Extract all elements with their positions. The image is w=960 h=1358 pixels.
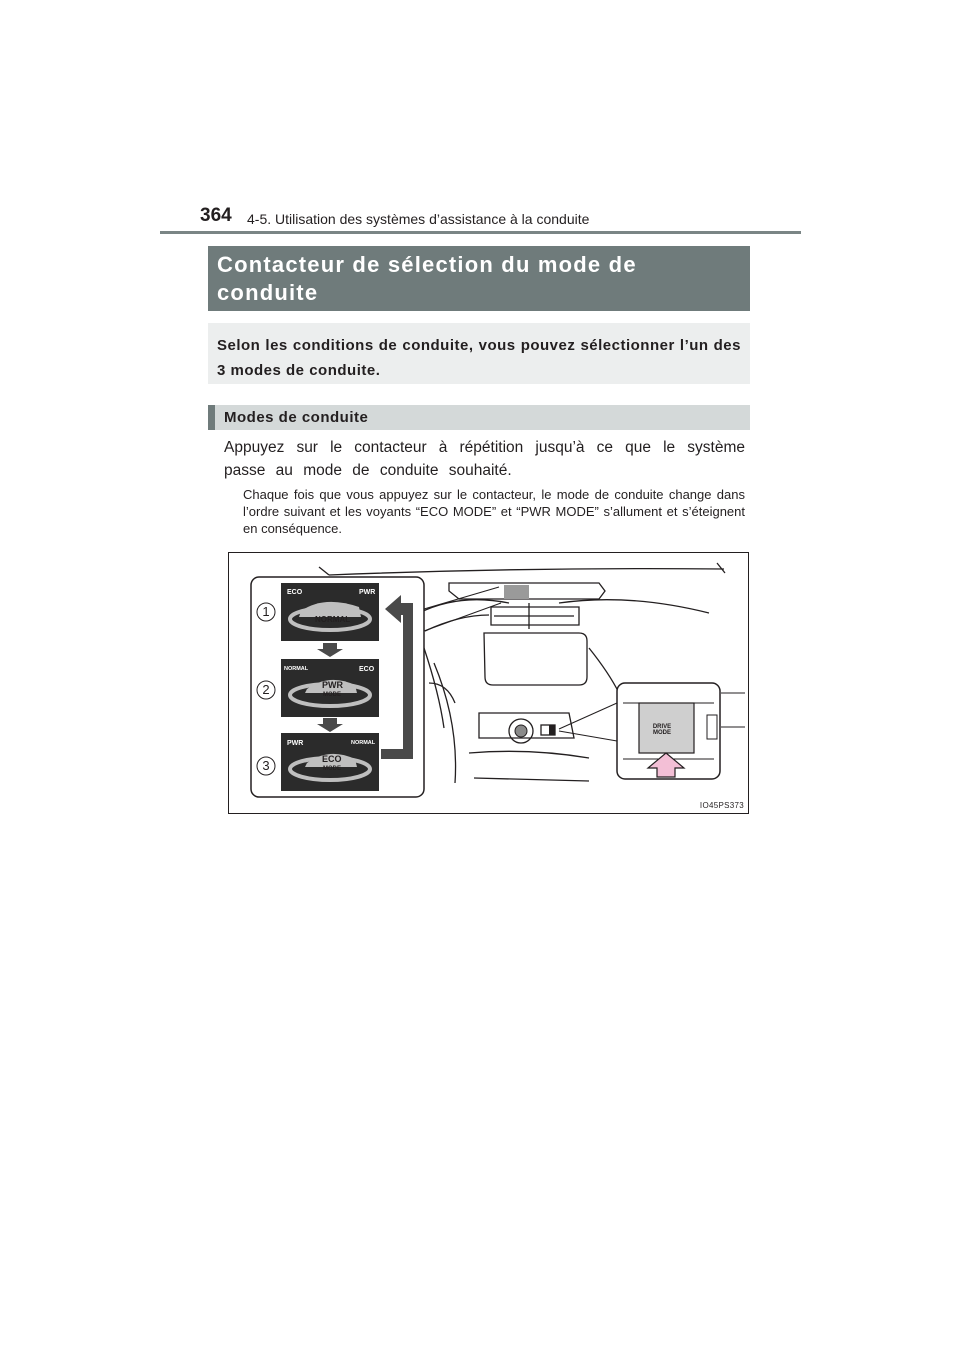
page-title: Contacteur de sélection du mode de conduite (217, 252, 637, 305)
marker-1: 1 (262, 604, 270, 619)
switch-label-line1: DRIVE (652, 724, 672, 730)
title-banner (208, 246, 750, 311)
panel1-right-label: PWR (359, 589, 376, 596)
marker-3: 3 (262, 758, 270, 773)
figure-code: IO45PS373 (699, 801, 744, 810)
header-rule (160, 231, 801, 234)
panel2-right-label: ECO (359, 666, 375, 673)
panel2-center-top: PWR (322, 680, 343, 690)
intro-box (208, 323, 750, 384)
switch-label (642, 724, 682, 736)
panel3-center-bottom: MODE (323, 766, 341, 772)
subheading-text: Modes de conduite (224, 409, 369, 426)
note-paragraph: Chaque fois que vous appuyez sur le contacteur, le mode de conduite change dans l’ordre suivant et les voyants “ECO MODE” et “PWR MODE” s’allument et s’éteignent en conséquence. (243, 487, 745, 536)
panel1-left-label: ECO (287, 589, 303, 596)
panel3-left-label: PWR (287, 740, 304, 747)
panel3-center-top: ECO (322, 754, 342, 764)
body-paragraph: Appuyez sur le contacteur à répétition jusqu’à ce que le système passe au mode de conduite souhaité. (224, 439, 745, 479)
subheading-box (208, 405, 750, 430)
section-header: 4-5. Utilisation des systèmes d’assistance à la conduite (247, 211, 590, 227)
marker-2: 2 (262, 682, 270, 697)
page-number: 364 (200, 205, 232, 226)
subheading-bar (208, 405, 215, 430)
drive-mode-illustration (229, 553, 748, 813)
figure-frame (228, 552, 749, 814)
panel3-right-label: NORMAL (351, 740, 376, 746)
panel2-left-label: NORMAL (284, 666, 309, 672)
panel1-center-label: NORMAL (315, 615, 351, 624)
switch-label-line2: MODE (653, 730, 671, 736)
panel2-center-bottom: MODE (323, 692, 341, 698)
intro-text: Selon les conditions de conduite, vous pouvez sélectionner l’un des 3 modes de conduite. (217, 337, 741, 379)
